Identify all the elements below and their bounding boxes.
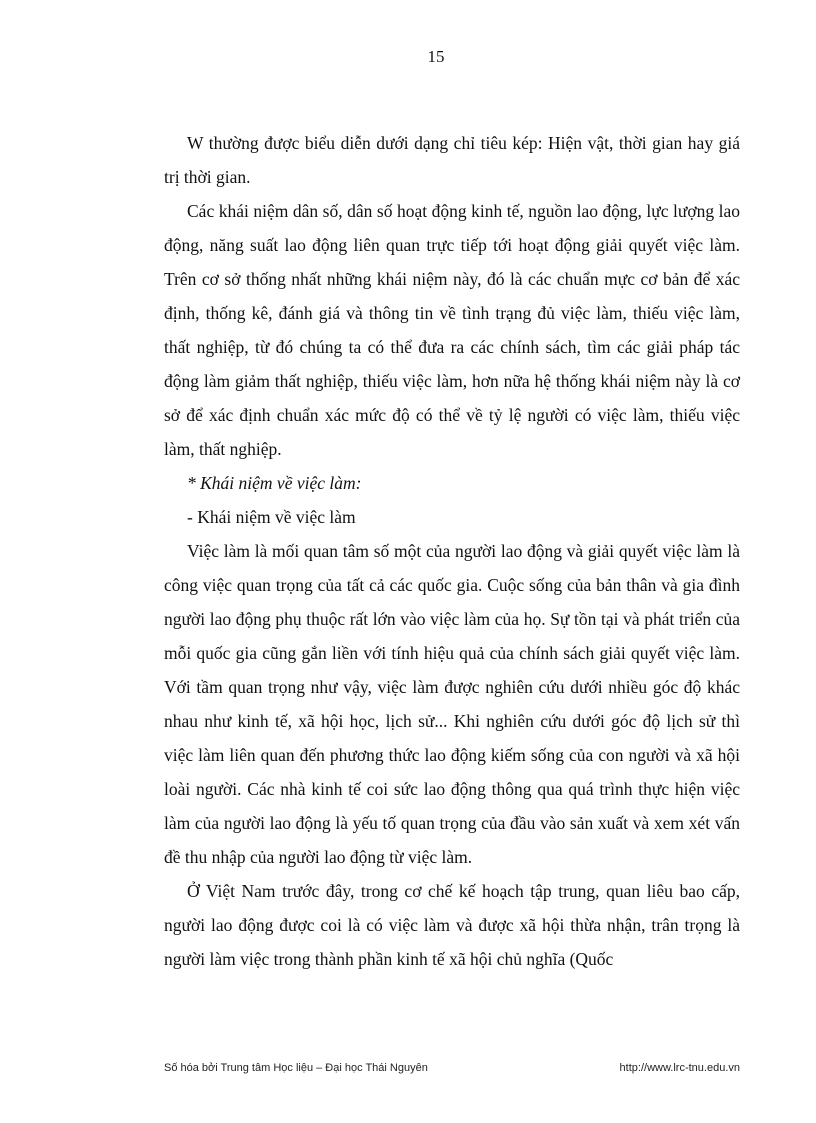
subheading-employment-concept: - Khái niệm về việc làm (187, 507, 356, 527)
section-heading-employment-concept: * Khái niệm về việc làm: (187, 473, 362, 493)
page-number: 15 (427, 47, 445, 66)
paragraph-employment-importance: Việc làm là mối quan tâm số một của người lao động và giải quyết việc làm là công việc quan trọng của tất cả các quốc gia. Cuộc sống của bản thân và gia đình người lao động phụ thuộc rất lớn vào việc làm của họ. Sự tồn tại và phát triển của mỗi quốc gia cũng gắn liền với tính hiệu quả của chính sách giải quyết việc làm. Với tầm quan trọng như vậy, việc làm được nghiên cứu dưới nhiều góc độ khác nhau như kinh tế, xã hội học, lịch sử... Khi nghiên cứu dưới góc độ lịch sử thì việc làm liên quan đến phương thức lao động kiếm sống của con người và xã hội loài người. Các nhà kinh tế coi sức lao động thông qua quá trình thực hiện việc làm của người lao động là yếu tố quan trọng của đầu vào sản xuất và xem xét vấn đề thu nhập của người lao động từ việc làm. (164, 541, 740, 867)
body-text (164, 126, 740, 976)
paragraph-w-indicator: W thường được biểu diễn dưới dạng chỉ tiêu kép: Hiện vật, thời gian hay giá trị thời gian. (164, 133, 740, 187)
paragraph-concepts: Các khái niệm dân số, dân số hoạt động kinh tế, nguồn lao động, lực lượng lao động, năng suất lao động liên quan trực tiếp tới hoạt động giải quyết việc làm. Trên cơ sở thống nhất những khái niệm này, đó là các chuẩn mực cơ bản để xác định, thống kê, đánh giá và thông tin về tình trạng đủ việc làm, thiếu việc làm, thất nghiệp, từ đó chúng ta có thể đưa ra các chính sách, tìm các giải pháp tác động làm giảm thất nghiệp, thiếu việc làm, hơn nữa hệ thống khái niệm này là cơ sở để xác định chuẩn xác mức độ có thể về tỷ lệ người có việc làm, thiếu việc làm, thất nghiệp. (164, 201, 740, 459)
footer-url: http://www.lrc-tnu.edu.vn (619, 1062, 740, 1074)
footer-digitized-by: Số hóa bởi Trung tâm Học liệu – Đại học Thái Nguyên (164, 1062, 428, 1074)
paragraph-vietnam-history: Ở Việt Nam trước đây, trong cơ chế kế hoạch tập trung, quan liêu bao cấp, người lao động được coi là có việc làm và được xã hội thừa nhận, trân trọng là người làm việc trong thành phần kinh tế xã hội chủ nghĩa (Quốc (164, 881, 740, 969)
